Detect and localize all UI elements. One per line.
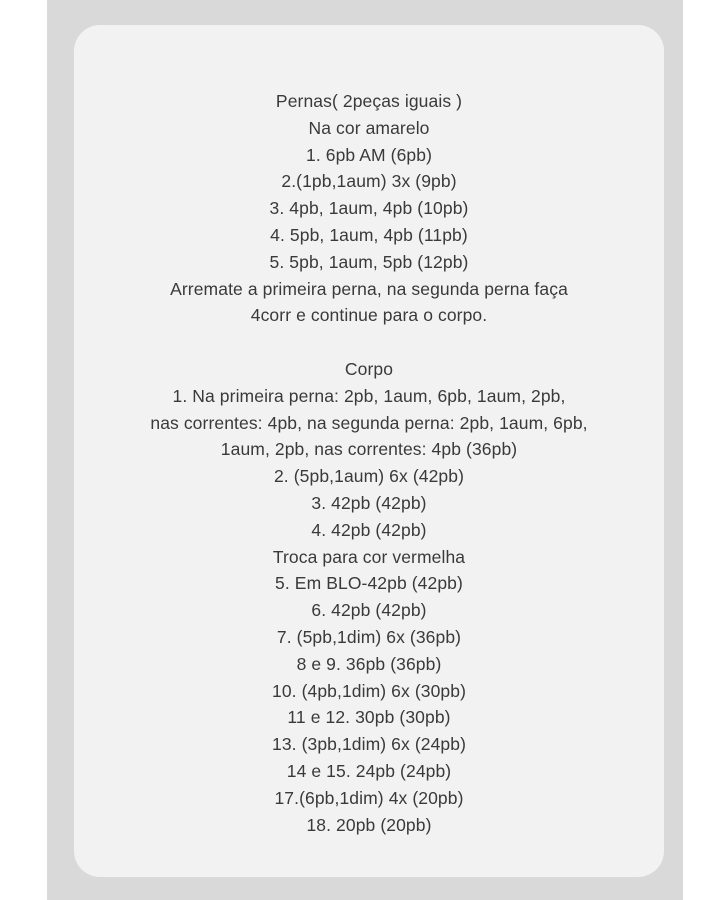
body-row: 1aum, 2pb, nas correntes: 4pb (36pb) (220, 439, 518, 460)
body-row: 6. 42pb (42pb) (311, 600, 427, 621)
legs-color-note: Na cor amarelo (308, 117, 430, 138)
body-row: 17.(6pb,1dim) 4x (20pb) (274, 787, 464, 808)
legs-row: 2.(1pb,1aum) 3x (9pb) (281, 171, 457, 192)
body-row: 3. 42pb (42pb) (311, 492, 427, 513)
legs-row: 5. 5pb, 1aum, 5pb (12pb) (269, 251, 469, 272)
body-row: 1. Na primeira perna: 2pb, 1aum, 6pb, 1aum, 2pb, (172, 385, 566, 406)
body-title: Corpo (344, 358, 394, 379)
body-row: 10. (4pb,1dim) 6x (30pb) (271, 680, 467, 701)
legs-row: 1. 6pb AM (6pb) (305, 144, 433, 165)
body-row: 14 e 15. 24pb (24pb) (286, 760, 452, 781)
body-row: 18. 20pb (20pb) (306, 814, 432, 835)
legs-title: Pernas( 2peças iguais ) (275, 91, 463, 111)
legs-row: 4. 5pb, 1aum, 4pb (11pb) (270, 224, 468, 245)
body-row: nas correntes: 4pb, na segunda perna: 2pb, 1aum, 6pb, (150, 412, 588, 433)
body-row: 11 e 12. 30pb (30pb) (287, 707, 451, 728)
body-row: 7. (5pb,1dim) 6x (36pb) (276, 626, 462, 647)
pattern-text (74, 88, 664, 838)
body-row: 2. (5pb,1aum) 6x (42pb) (273, 466, 465, 487)
body-color-change: Troca para cor vermelha (272, 546, 466, 567)
body-row: 8 e 9. 36pb (36pb) (296, 653, 442, 674)
body-row: 13. (3pb,1dim) 6x (24pb) (271, 734, 467, 755)
legs-finish-note: Arremate a primeira perna, na segunda perna faça (170, 278, 568, 299)
body-row: 5. Em BLO-42pb (42pb) (275, 573, 463, 594)
section-spacer (74, 329, 664, 356)
legs-row: 3. 4pb, 1aum, 4pb (10pb) (269, 198, 469, 219)
body-row: 4. 42pb (42pb) (311, 519, 427, 540)
legs-finish-note: 4corr e continue para o corpo. (250, 305, 488, 326)
pattern-card (74, 25, 664, 877)
